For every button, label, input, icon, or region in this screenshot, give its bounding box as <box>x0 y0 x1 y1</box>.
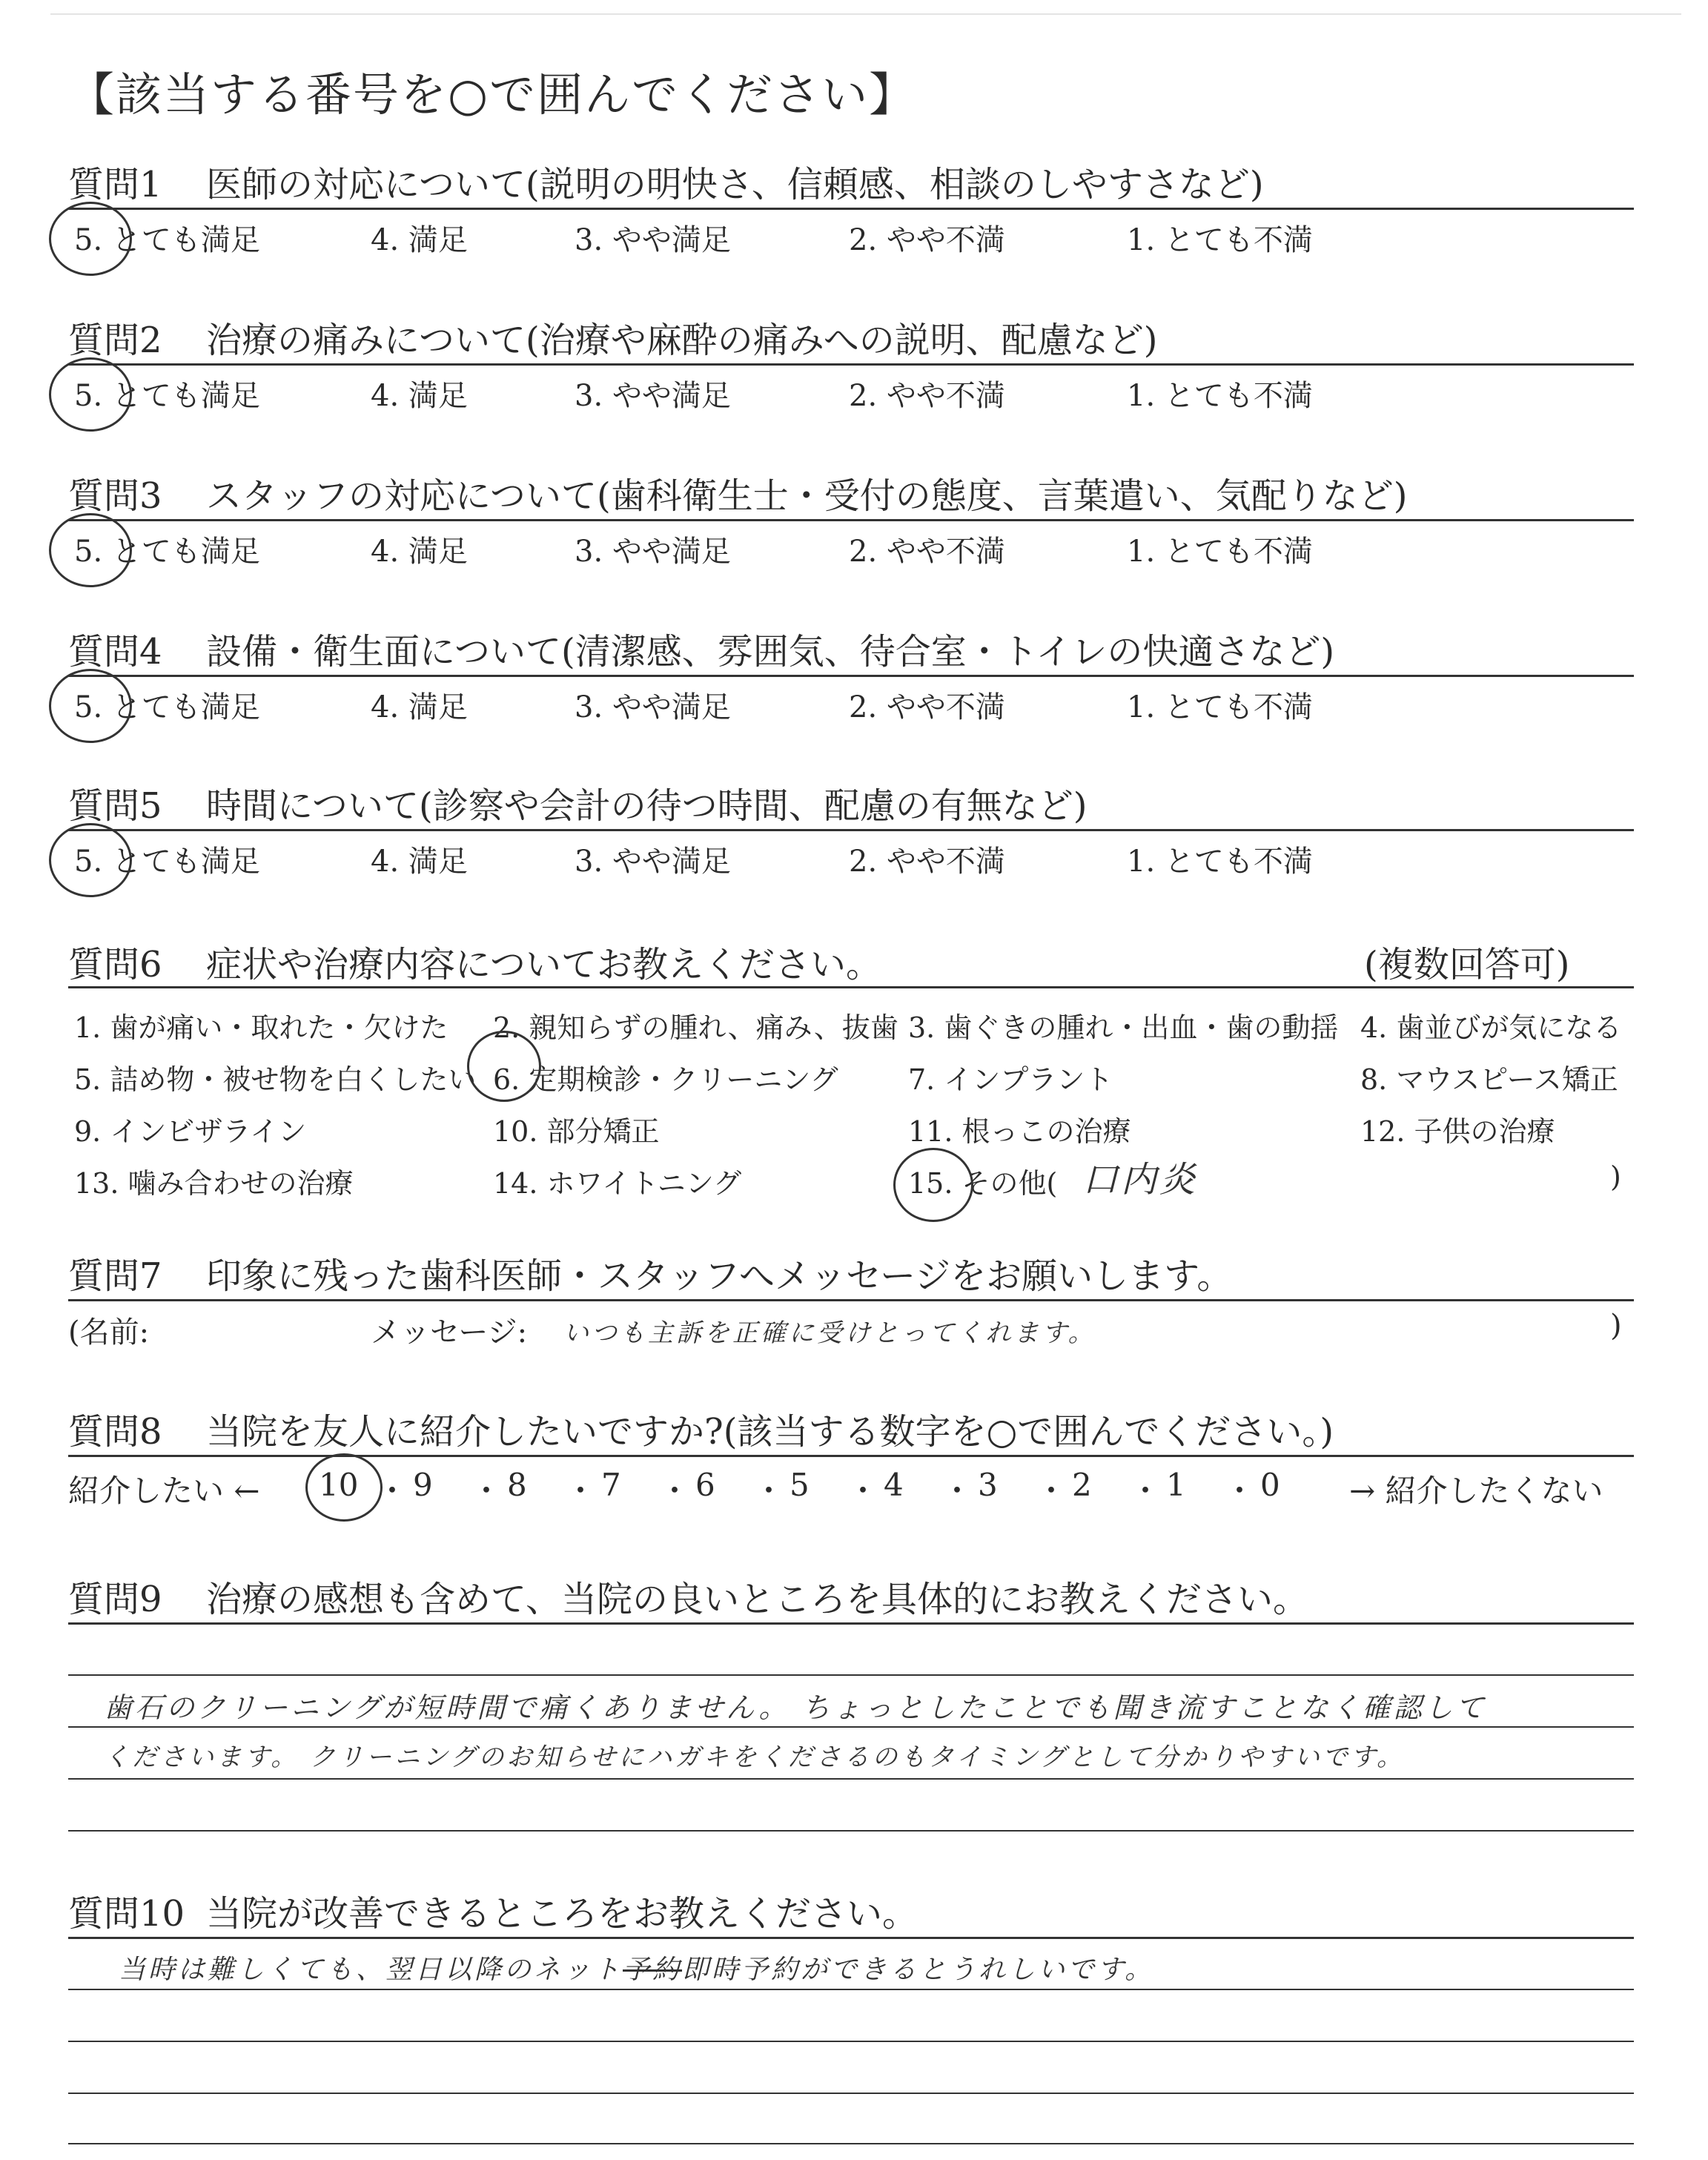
q5-option-1[interactable]: 1. とても不満 <box>1127 845 1313 879</box>
q8-scale-separator: ・ <box>1036 1473 1068 1509</box>
q9-answer-line-2: くださいます。 クリーニングのお知らせにハガキをくださるのもタイミングとして分かりやすいです。 <box>104 1743 1405 1772</box>
q6-option-7[interactable]: 7. インプラント <box>908 1063 1113 1096</box>
q6-other-text: 口内炎 <box>1082 1159 1199 1200</box>
q6-option-4[interactable]: 4. 歯並びが気になる <box>1360 1011 1622 1044</box>
q3-option-2[interactable]: 2. やや不満 <box>849 535 1005 569</box>
q8-scale-separator: ・ <box>565 1473 597 1509</box>
q1-selected-circle <box>49 202 132 276</box>
q8-scale-separator: ・ <box>377 1473 408 1509</box>
q4-label: 質問4 <box>68 631 162 673</box>
q9-rule-4 <box>68 1830 1634 1832</box>
q9-rule-2 <box>68 1726 1634 1728</box>
q5-option-5[interactable]: 5. とても満足 <box>74 845 260 879</box>
q8-scale-8[interactable]: 8 <box>507 1467 527 1503</box>
q4-text: 設備・衛生面について(清潔感、雰囲気、待合室・トイレの快適さなど) <box>206 631 1335 673</box>
q8-scale-4[interactable]: 4 <box>884 1467 904 1503</box>
q7-text: 印象に残った歯科医師・スタッフへメッセージをお願いします。 <box>206 1255 1233 1297</box>
q3-option-5[interactable]: 5. とても満足 <box>74 535 260 569</box>
q7-rule <box>68 1299 1634 1301</box>
q9-text: 治療の感想も含めて、当院の良いところを具体的にお教えください。 <box>206 1579 1309 1620</box>
q3-rule <box>68 519 1634 521</box>
q6-option-8[interactable]: 8. マウスピース矯正 <box>1360 1063 1618 1096</box>
q2-label: 質問2 <box>68 320 162 361</box>
q1-option-1[interactable]: 1. とても不満 <box>1127 223 1313 257</box>
q3-text: スタッフの対応について(歯科衛生士・受付の態度、言葉遣い、気配りなど) <box>206 475 1408 517</box>
q10-text: 当院が改善できるところをお教えください。 <box>206 1893 918 1935</box>
q1-label: 質問1 <box>68 164 162 205</box>
q10-answer-struck: 予約 <box>623 1955 683 1985</box>
q6-option-9[interactable]: 9. インビザライン <box>74 1115 307 1148</box>
q8-scale-1[interactable]: 1 <box>1166 1467 1186 1503</box>
q4-option-4[interactable]: 4. 満足 <box>371 690 468 724</box>
q8-text: 当院を友人に紹介したいですか?(該当する数字を○で囲んでください。) <box>206 1411 1334 1453</box>
q3-label: 質問3 <box>68 475 162 517</box>
q4-option-2[interactable]: 2. やや不満 <box>849 690 1005 724</box>
q6-option-1[interactable]: 1. 歯が痛い・取れた・欠けた <box>74 1011 448 1044</box>
q6-other-close-paren: ) <box>1610 1160 1621 1193</box>
q5-selected-circle <box>49 823 132 897</box>
q8-label: 質問8 <box>68 1411 162 1453</box>
q10-rule-0 <box>68 1937 1634 1939</box>
q6-rule <box>68 986 1634 988</box>
q7-close-paren: ) <box>1610 1309 1622 1343</box>
q8-scale-9[interactable]: 9 <box>413 1467 433 1503</box>
q6-label: 質問6 <box>68 944 162 985</box>
q5-option-4[interactable]: 4. 満足 <box>371 845 468 879</box>
q8-scale-separator: ・ <box>753 1473 785 1509</box>
q3-option-3[interactable]: 3. やや満足 <box>575 535 731 569</box>
q5-rule <box>68 829 1634 831</box>
q1-option-5[interactable]: 5. とても満足 <box>74 223 260 257</box>
q3-option-1[interactable]: 1. とても不満 <box>1127 535 1313 569</box>
page-title: 【該当する番号を○で囲んでください】 <box>68 67 917 122</box>
q6-selected-circle-15 <box>893 1148 973 1222</box>
q6-option-15[interactable]: 15. その他( <box>908 1167 1058 1200</box>
q2-option-5[interactable]: 5. とても満足 <box>74 379 260 413</box>
q3-selected-circle <box>49 513 132 587</box>
q1-text: 医師の対応について(説明の明快さ、信頼感、相談のしやすさなど) <box>206 164 1264 205</box>
q7-label: 質問7 <box>68 1255 162 1297</box>
q8-scale-6[interactable]: 6 <box>695 1467 715 1503</box>
q6-option-10[interactable]: 10. 部分矯正 <box>493 1115 660 1148</box>
q8-left-label: 紹介したい ← <box>68 1473 260 1509</box>
q2-option-3[interactable]: 3. やや満足 <box>575 379 731 413</box>
q8-scale-2[interactable]: 2 <box>1072 1467 1092 1503</box>
q8-scale-7[interactable]: 7 <box>601 1467 621 1503</box>
q5-label: 質問5 <box>68 785 162 827</box>
q6-note: (複数回答可) <box>1364 944 1570 985</box>
q8-scale-separator: ・ <box>847 1473 879 1509</box>
q6-option-5[interactable]: 5. 詰め物・被せ物を白くしたい <box>74 1063 477 1096</box>
q8-scale-10[interactable]: 10 <box>319 1467 359 1503</box>
q6-option-13[interactable]: 13. 噛み合わせの治療 <box>74 1167 354 1200</box>
q10-rule-3 <box>68 2093 1634 2094</box>
q9-rule-3 <box>68 1778 1634 1780</box>
q8-scale-separator: ・ <box>941 1473 973 1509</box>
q10-rule-4 <box>68 2143 1634 2144</box>
q9-rule-1 <box>68 1674 1634 1676</box>
q8-scale-0[interactable]: 0 <box>1260 1467 1280 1503</box>
q4-selected-circle <box>49 669 132 743</box>
q1-option-3[interactable]: 3. やや満足 <box>575 223 731 257</box>
q5-option-3[interactable]: 3. やや満足 <box>575 845 731 879</box>
q6-option-3[interactable]: 3. 歯ぐきの腫れ・出血・歯の動揺 <box>908 1011 1339 1044</box>
q6-option-12[interactable]: 12. 子供の治療 <box>1360 1115 1555 1148</box>
q6-option-2[interactable]: 2. 親知らずの腫れ、痛み、抜歯 <box>493 1011 898 1044</box>
q10-answer <box>119 1949 1154 1986</box>
q6-option-6[interactable]: 6. 定期検診・クリーニング <box>493 1063 838 1096</box>
q1-option-4[interactable]: 4. 満足 <box>371 223 468 257</box>
q7-message-text: いつも主訴を正確に受けとってくれます。 <box>563 1318 1096 1348</box>
q4-option-5[interactable]: 5. とても満足 <box>74 690 260 724</box>
q6-option-14[interactable]: 14. ホワイトニング <box>493 1167 742 1200</box>
q6-selected-circle-6 <box>467 1031 541 1102</box>
q2-option-1[interactable]: 1. とても不満 <box>1127 379 1313 413</box>
q5-text: 時間について(診察や会計の待つ時間、配慮の有無など) <box>206 785 1088 827</box>
q3-option-4[interactable]: 4. 満足 <box>371 535 468 569</box>
q4-option-1[interactable]: 1. とても不満 <box>1127 690 1313 724</box>
q9-rule-0 <box>68 1622 1634 1625</box>
q2-option-2[interactable]: 2. やや不満 <box>849 379 1005 413</box>
q8-scale-separator: ・ <box>659 1473 691 1509</box>
q5-option-2[interactable]: 2. やや不満 <box>849 845 1005 879</box>
q7-message-label: メッセージ: <box>371 1315 528 1350</box>
q8-scale-separator: ・ <box>1224 1473 1256 1509</box>
q2-selected-circle <box>49 357 132 432</box>
q2-text: 治療の痛みについて(治療や麻酔の痛みへの説明、配慮など) <box>206 320 1158 361</box>
q4-rule <box>68 675 1634 677</box>
q8-scale-separator: ・ <box>1130 1473 1162 1509</box>
q1-rule <box>68 208 1634 210</box>
q8-rule <box>68 1455 1634 1457</box>
q10-label: 質問10 <box>68 1893 185 1935</box>
q2-rule <box>68 363 1634 366</box>
q10-rule-1 <box>68 1989 1634 1990</box>
q6-option-11[interactable]: 11. 根っこの治療 <box>908 1115 1131 1148</box>
q9-label: 質問9 <box>68 1579 162 1620</box>
q8-scale-3[interactable]: 3 <box>978 1467 998 1503</box>
q8-right-label: → 紹介したくない <box>1349 1473 1603 1509</box>
q6-text: 症状や治療内容についてお教えください。 <box>206 944 882 985</box>
q10-answer-before: 当時は難しくても、翌日以降のネット <box>119 1955 623 1985</box>
q8-selected-circle <box>305 1453 383 1522</box>
q10-answer-after: 即時予約ができるとうれしいです。 <box>682 1955 1155 1985</box>
q10-rule-2 <box>68 2041 1634 2042</box>
q4-option-3[interactable]: 3. やや満足 <box>575 690 731 724</box>
top-border <box>50 13 1681 15</box>
q9-answer-line-1: 歯石のクリーニングが短時間で痛くありません。 ちょっとしたことでも聞き流すことなく確認して <box>104 1691 1487 1724</box>
q1-option-2[interactable]: 2. やや不満 <box>849 223 1005 257</box>
q2-option-4[interactable]: 4. 満足 <box>371 379 468 413</box>
q7-name-label: (名前: <box>68 1315 150 1350</box>
q8-scale-separator: ・ <box>471 1473 503 1509</box>
q8-scale-5[interactable]: 5 <box>790 1467 810 1503</box>
